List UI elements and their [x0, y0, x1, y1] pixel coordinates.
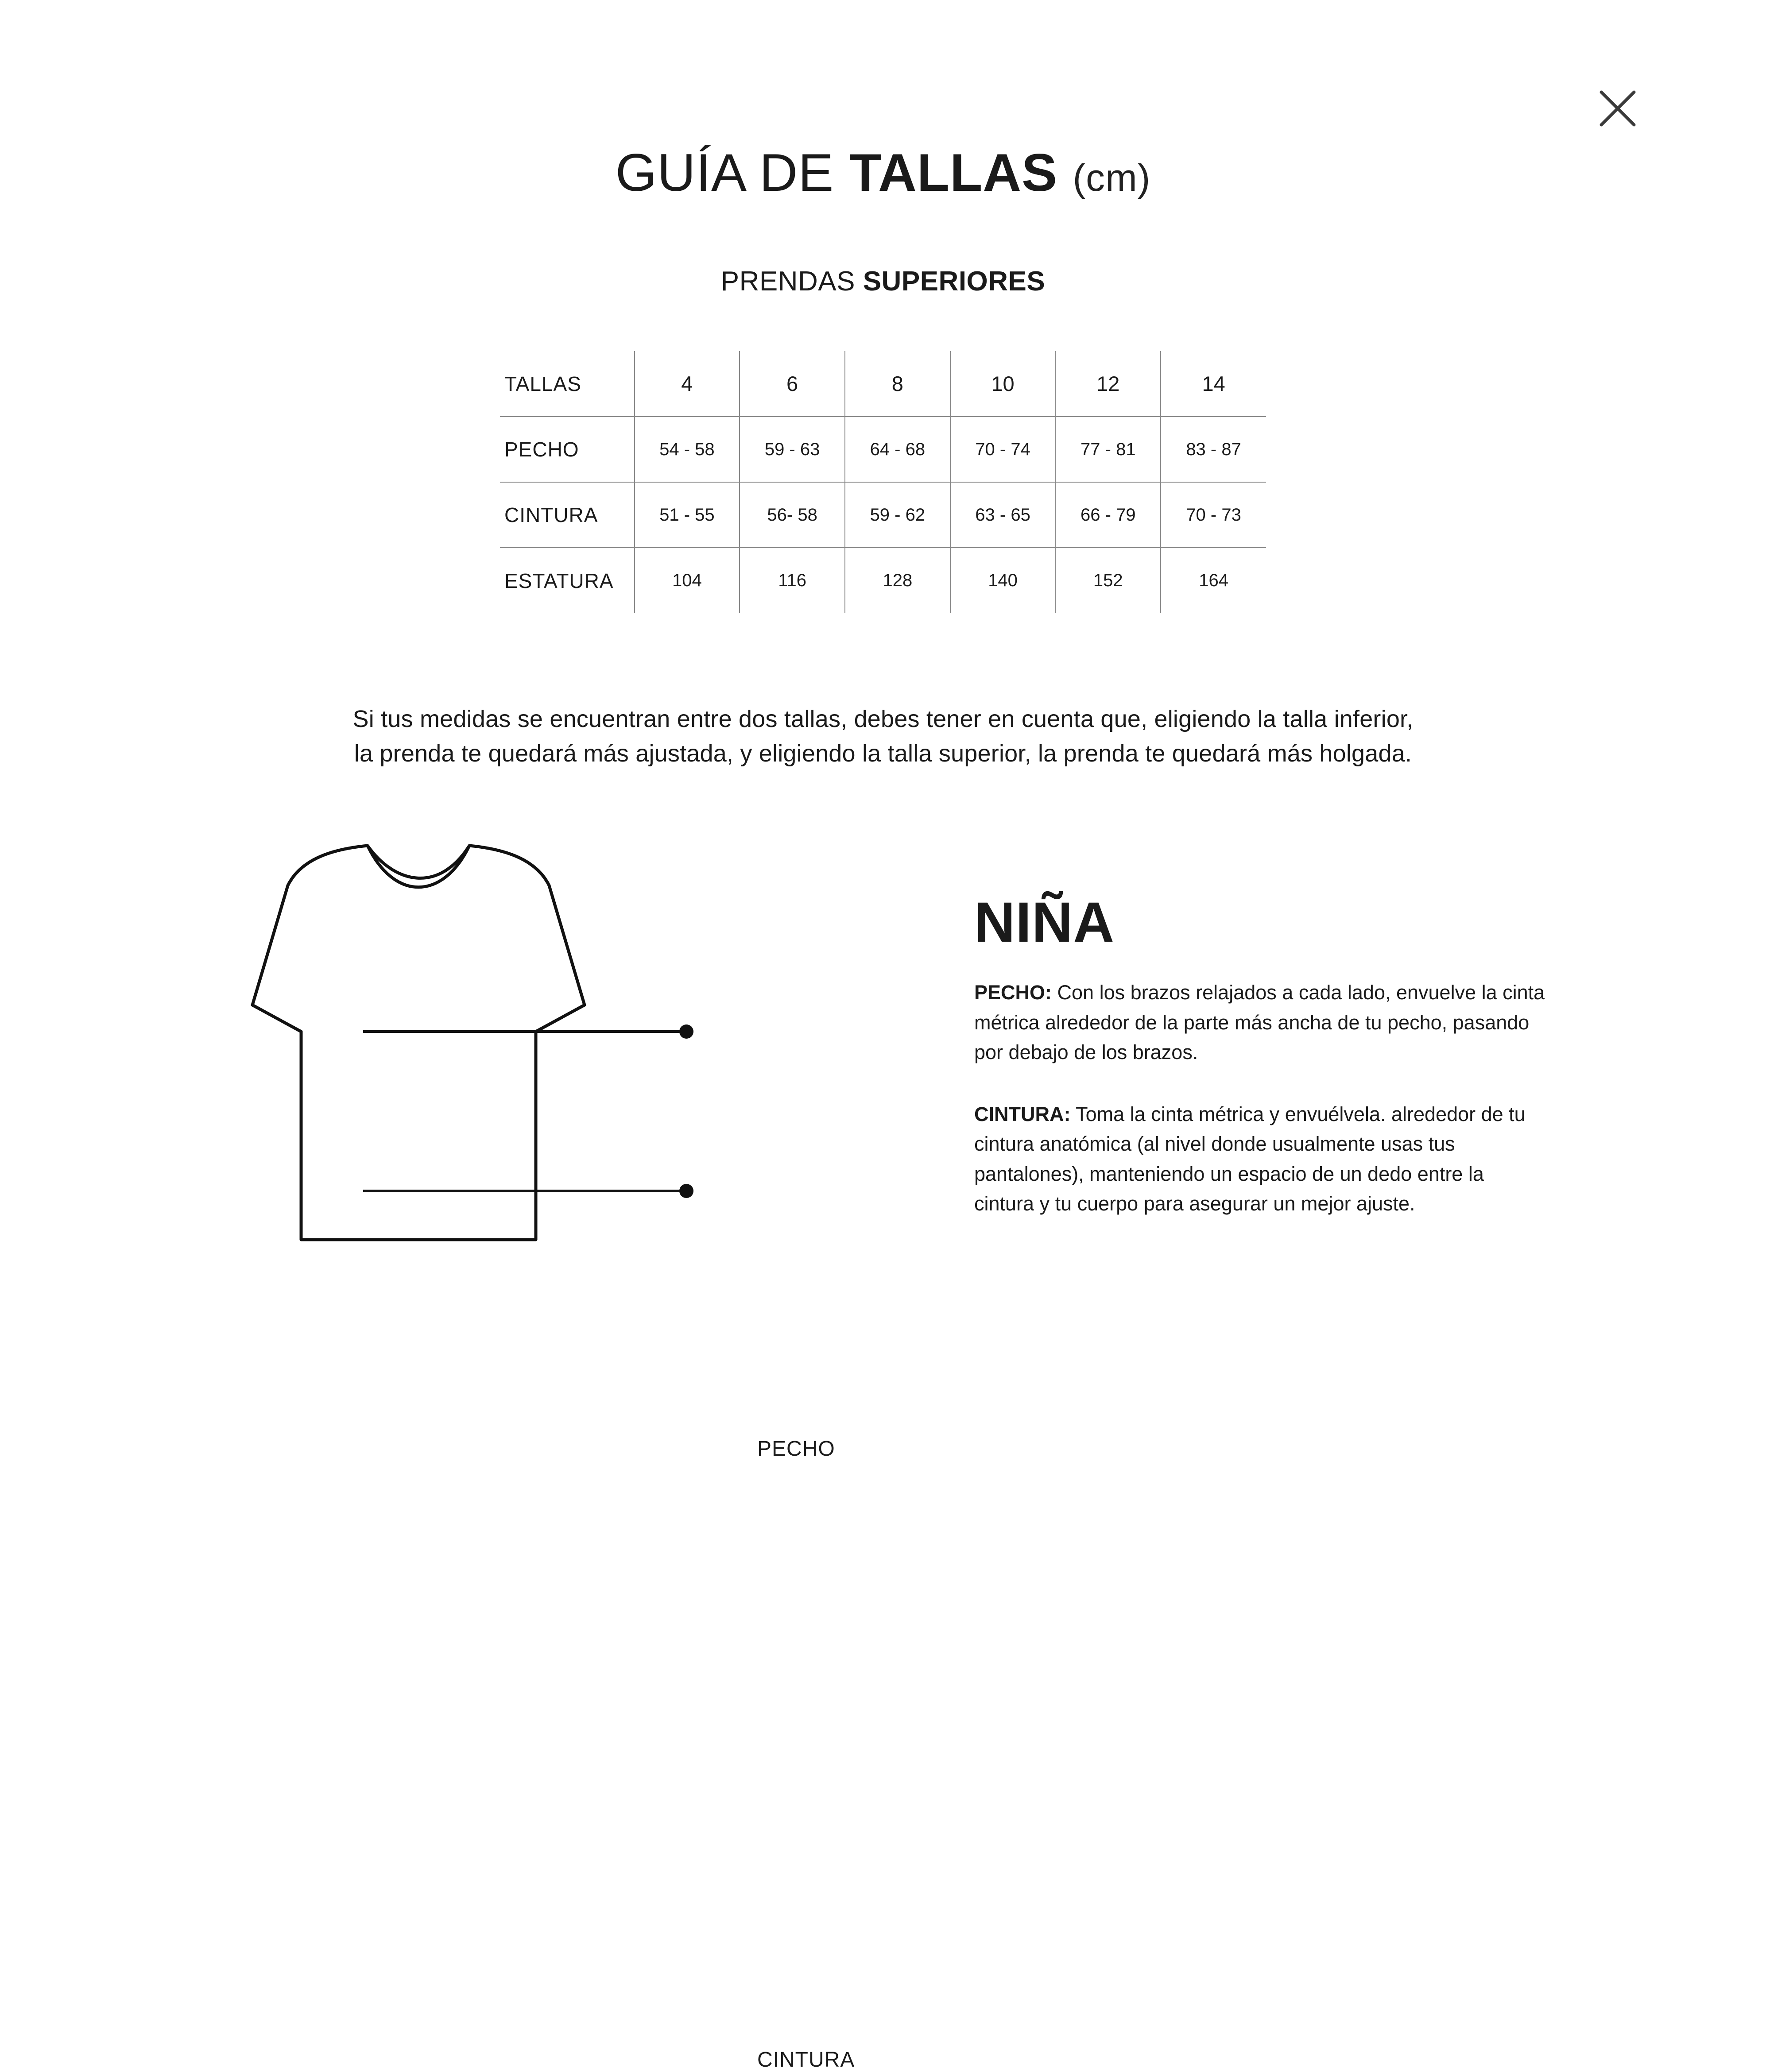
close-icon [1598, 89, 1638, 128]
table-size-header-14: 14 [1161, 351, 1266, 417]
cell-cintura-8: 59 - 62 [845, 482, 950, 548]
cell-cintura-10: 63 - 65 [950, 482, 1056, 548]
cell-pecho-14: 83 - 87 [1161, 417, 1266, 482]
table-header-row [500, 351, 1266, 417]
table-size-header-10: 10 [950, 351, 1056, 417]
cell-cintura-12: 66 - 79 [1055, 482, 1161, 548]
cell-estatura-4: 104 [635, 548, 740, 613]
page-title [0, 0, 1766, 202]
size-table-container [500, 351, 1266, 613]
cell-cintura-4: 51 - 55 [635, 482, 740, 548]
page-title-unit: (cm) [1073, 157, 1151, 199]
size-table-body [500, 417, 1266, 613]
cell-estatura-8: 128 [845, 548, 950, 613]
section-subtitle [0, 199, 1766, 297]
measure-block-pecho [974, 978, 1545, 1067]
cell-estatura-12: 152 [1055, 548, 1161, 613]
table-size-header-12: 12 [1055, 351, 1161, 417]
cell-pecho-12: 77 - 81 [1055, 417, 1161, 482]
cell-pecho-6: 59 - 63 [740, 417, 845, 482]
row-label-estatura: ESTATURA [504, 569, 614, 592]
table-corner-label: TALLAS [500, 351, 635, 417]
measure-label-cintura: CINTURA: [974, 1102, 1071, 1125]
page-title-bold: TALLAS [849, 143, 1058, 202]
row-label-pecho: PECHO [500, 417, 635, 482]
table-size-header-8: 8 [845, 351, 950, 417]
section-subtitle-light: PRENDAS [720, 266, 863, 297]
cell-pecho-10: 70 - 74 [950, 417, 1056, 482]
fit-note-line-2: la prenda te quedará más ajustada, y eligiendo la talla superior, la prenda te quedará más holgada. [354, 740, 1412, 767]
fit-note [205, 702, 1561, 771]
callout-label-pecho: PECHO [757, 1437, 835, 1461]
cell-cintura-6: 56- 58 [740, 482, 845, 548]
fit-note-line-1: Si tus medidas se encuentran entre dos tallas, debes tener en cuenta que, eligiendo la talla inferior, [352, 706, 1414, 732]
table-size-header-4: 4 [635, 351, 740, 417]
guide-text-column [974, 841, 1766, 1308]
row-label-cintura: CINTURA [500, 482, 635, 548]
cell-estatura-6: 116 [740, 548, 845, 613]
table-row [500, 482, 1266, 548]
table-size-header-6: 6 [740, 351, 845, 417]
cell-pecho-4: 54 - 58 [635, 417, 740, 482]
tshirt-outline-icon [186, 1300, 939, 1308]
close-button[interactable] [1598, 89, 1638, 128]
gender-title: NIÑA [974, 891, 1115, 954]
measure-text-cintura: Toma la cinta métrica y envuélvela. alrededor de tu cintura anatómica (al nivel donde usualmente usas tus pantalones), manteniendo un espacio de un dedo entre la cintura y tu cuerpo para asegurar un mejor ajuste. [974, 1102, 1526, 1215]
table-row [500, 548, 1266, 613]
cell-cintura-14: 70 - 73 [1161, 482, 1266, 548]
page-title-light: GUÍA DE [615, 143, 849, 202]
measure-label-pecho: PECHO: [974, 981, 1052, 1004]
diagram-column [0, 841, 974, 2072]
cell-estatura-14: 164 [1161, 548, 1266, 613]
measure-block-cintura [974, 1099, 1545, 1219]
cell-estatura-10: 140 [950, 548, 1056, 613]
cell-pecho-8: 64 - 68 [845, 417, 950, 482]
section-subtitle-bold: SUPERIORES [863, 266, 1046, 297]
table-row [500, 417, 1266, 482]
measure-text-pecho: Con los brazos relajados a cada lado, envuelve la cinta métrica alrededor de la parte más ancha de tu pecho, pasando por debajo de los brazos. [974, 981, 1545, 1063]
lower-section [0, 841, 1766, 2072]
callout-label-cintura: CINTURA [757, 2048, 855, 2072]
size-table [500, 351, 1266, 613]
size-table-head [500, 351, 1266, 417]
